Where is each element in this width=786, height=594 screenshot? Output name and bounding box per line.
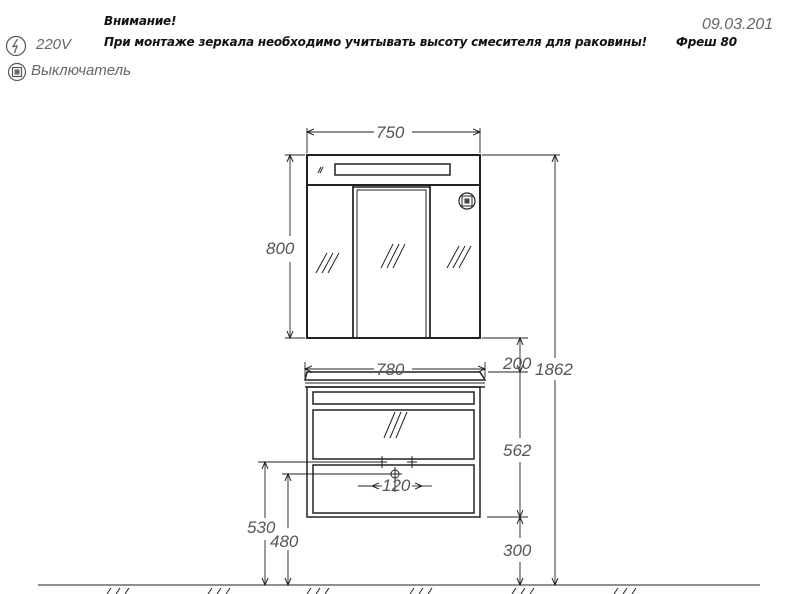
- dim-pipe-offset: 120: [382, 476, 411, 495]
- power-label: 220V: [36, 36, 72, 53]
- dim-vanity-floor-gap: 300: [503, 541, 532, 560]
- dim-vanity-width: 780: [376, 360, 405, 379]
- model-name: Фреш 80: [676, 35, 737, 49]
- date-label: 09.03.201: [702, 16, 774, 33]
- dim-inlet-height-2: 480: [270, 532, 299, 551]
- dim-total-height: 1862: [535, 360, 573, 379]
- switch-label: Выключатель: [31, 62, 131, 79]
- floor-line: [38, 585, 760, 594]
- dim-gap-mirror-vanity: 200: [503, 354, 532, 373]
- mirror-cabinet: [307, 155, 480, 338]
- dim-inlet-height-1: 530: [247, 518, 276, 537]
- warning-text: При монтаже зеркала необходимо учитывать высоту смесителя для раковины!: [104, 35, 647, 49]
- dim-mirror-height: 800: [266, 239, 295, 258]
- vanity-unit: [305, 372, 485, 517]
- dim-vanity-height: 562: [503, 441, 532, 460]
- dim-mirror-width: 750: [376, 123, 405, 142]
- warning-title: Внимание!: [104, 14, 177, 28]
